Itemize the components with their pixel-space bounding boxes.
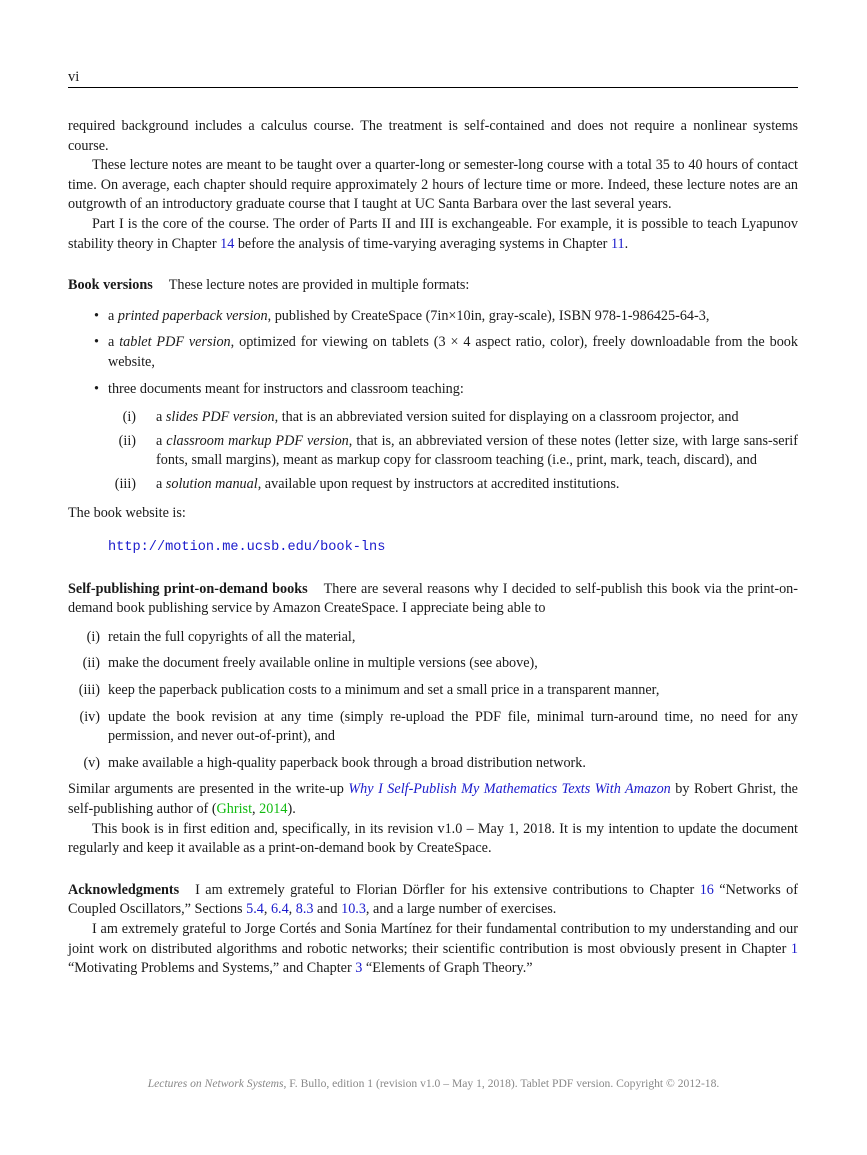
self-publishing-lead: There are several reasons why I decided to self-publish this book via the print-on-demand book publishing service by Amazon CreateSpace. I appreciate being able to xyxy=(68,580,798,617)
website-lead: The book website is: xyxy=(68,504,186,521)
list-item: (ii) a classroom markup PDF version, that is, an abbreviated version of these notes (letter size, with large sans-serif fonts, small margins), meant as markup copy for classroom teaching (i.e., print, mark, teach, discard), and xyxy=(118,432,798,469)
page-number: vi xyxy=(68,69,80,85)
chapter-1-link[interactable]: 1 xyxy=(790,940,798,957)
page-body xyxy=(68,117,798,979)
instructor-documents-list xyxy=(68,408,798,494)
list-item: • three documents meant for instructors and classroom teaching: (i) a slides PDF version, that is an abbreviated version suited for displaying on a classroom projector, and (ii) a classroom markup PDF version, that is, an abbreviated version of these notes (letter size, with large sans-serif fonts, small margins), meant as markup copy for classroom teaching (i.e., print, mark, teach, discard), and (iii) a solution manual, available upon request by instructors at accredited institutions. xyxy=(68,380,798,495)
intro-paragraph-3: Part I is the core of the course. The order of Parts II and III is exchangeable. For example, it is possible to teach Lyapunov stability theory in Chapter 14 before the analysis of time-varying averaging systems in Chapter 11. xyxy=(68,215,798,252)
footer-details: , F. Bullo, edition 1 (revision v1.0 – May 1, 2018). Tablet PDF version. Copyright © 2012-18. xyxy=(283,1077,720,1090)
page-footer xyxy=(0,1074,867,1094)
acknowledgments-section: Acknowledgments I am extremely grateful to Florian Dörfler for his extensive contributions to Chapter 16 “Networks of Coupled Oscillators,” Sections 5.4, 6.4, 8.3 and 10.3, and a large number of exercises. I am extremely grateful to Jorge Cortés and Sonia Martínez for their fundamental contribution to my understanding and our joint work on distributed algorithms and robotic networks; their scientific contribution is most obviously present in Chapter 1 “Motivating Problems and Systems,” and Chapter 3 “Elements of Graph Theory.” xyxy=(68,881,798,979)
citation-year-link[interactable]: 2014 xyxy=(259,801,288,818)
book-versions-section xyxy=(68,276,798,558)
writeup-link[interactable]: Why I Self-Publish My Mathematics Texts With Amazon xyxy=(348,781,671,798)
section-10-3-link[interactable]: 10.3 xyxy=(341,901,366,918)
list-item: (iii) a solution manual, available upon request by instructors at accredited institutions. xyxy=(114,475,620,492)
similar-arguments-paragraph: Similar arguments are presented in the write-up Why I Self-Publish My Mathematics Texts With Amazon by Robert Ghrist, the self-publishing author of (Ghrist, 2014). xyxy=(68,781,798,818)
reasons-list xyxy=(68,628,798,774)
list-item: • a tablet PDF version, optimized for viewing on tablets (3 × 4 aspect ratio, color), freely downloadable from the book website, xyxy=(94,334,798,370)
chapter-16-link[interactable]: 16 xyxy=(699,881,714,898)
section-5-4-link[interactable]: 5.4 xyxy=(246,901,264,918)
section-title-self-publishing: Self-publishing print-on-demand books xyxy=(68,580,308,597)
section-title-acknowledgments: Acknowledgments xyxy=(68,881,180,898)
edition-paragraph: This book is in first edition and, specifically, in its revision v1.0 – May 1, 2018. It is my intention to update the document regularly and keep it available as a print-on-demand book by CreateSpace. xyxy=(68,820,798,857)
list-item: (v) make available a high-quality paperback book through a broad distribution network. xyxy=(83,754,586,771)
list-item: • a printed paperback version, published by CreateSpace (7in×10in, gray-scale), ISBN 978-1-986425-64-3, xyxy=(94,307,710,324)
section-title-book-versions: Book versions xyxy=(68,277,153,294)
chapter-11-link[interactable]: 11 xyxy=(610,235,625,252)
list-item: (i) retain the full copyrights of all the material, xyxy=(86,628,356,645)
list-item: (iii) keep the paperback publication costs to a minimum and set a small price in a transparent manner, xyxy=(78,682,660,699)
list-item: (iv) update the book revision at any time (simply re-upload the PDF file, minimal turn-around time, no need for any permission, and never out-of-print), and xyxy=(79,708,798,745)
section-6-4-link[interactable]: 6.4 xyxy=(270,901,289,918)
section-8-3-link[interactable]: 8.3 xyxy=(295,901,314,918)
book-versions-lead: These lecture notes are provided in multiple formats: xyxy=(168,277,470,294)
acknowledgments-paragraph-2: I am extremely grateful to Jorge Cortés and Sonia Martínez for their fundamental contribution to my understanding and our joint work on distributed algorithms and robotic networks; their scientific contribution is most obviously present in Chapter 1 “Motivating Problems and Systems,” and Chapter 3 “Elements of Graph Theory.” xyxy=(68,921,798,977)
chapter-3-link[interactable]: 3 xyxy=(355,960,363,977)
book-website-link[interactable]: http://motion.me.ucsb.edu/book-lns xyxy=(108,540,386,556)
intro-paragraph-1: required background includes a calculus course. The treatment is self-contained and does not require a nonlinear systems course. xyxy=(68,118,798,154)
running-header xyxy=(68,67,798,88)
footer-book-title: Lectures on Network Systems xyxy=(147,1077,284,1090)
versions-list xyxy=(68,307,798,495)
list-item: (i) a slides PDF version, that is an abbreviated version suited for displaying on a classroom projector, and xyxy=(122,409,739,426)
self-publishing-section xyxy=(68,580,798,859)
chapter-14-link[interactable]: 14 xyxy=(220,235,235,252)
intro-paragraph-2: These lecture notes are meant to be taught over a quarter-long or semester-long course with a total 35 to 40 hours of contact time. On average, each chapter should require approximately 2 hours of lecture time or more. Indeed, these lecture notes are an outgrowth of an introductory graduate course that I taught at UC Santa Barbara over the last several years. xyxy=(68,157,798,213)
citation-link[interactable]: Ghrist xyxy=(216,801,253,818)
list-item: (ii) make the document freely available online in multiple versions (see above), xyxy=(82,655,538,672)
